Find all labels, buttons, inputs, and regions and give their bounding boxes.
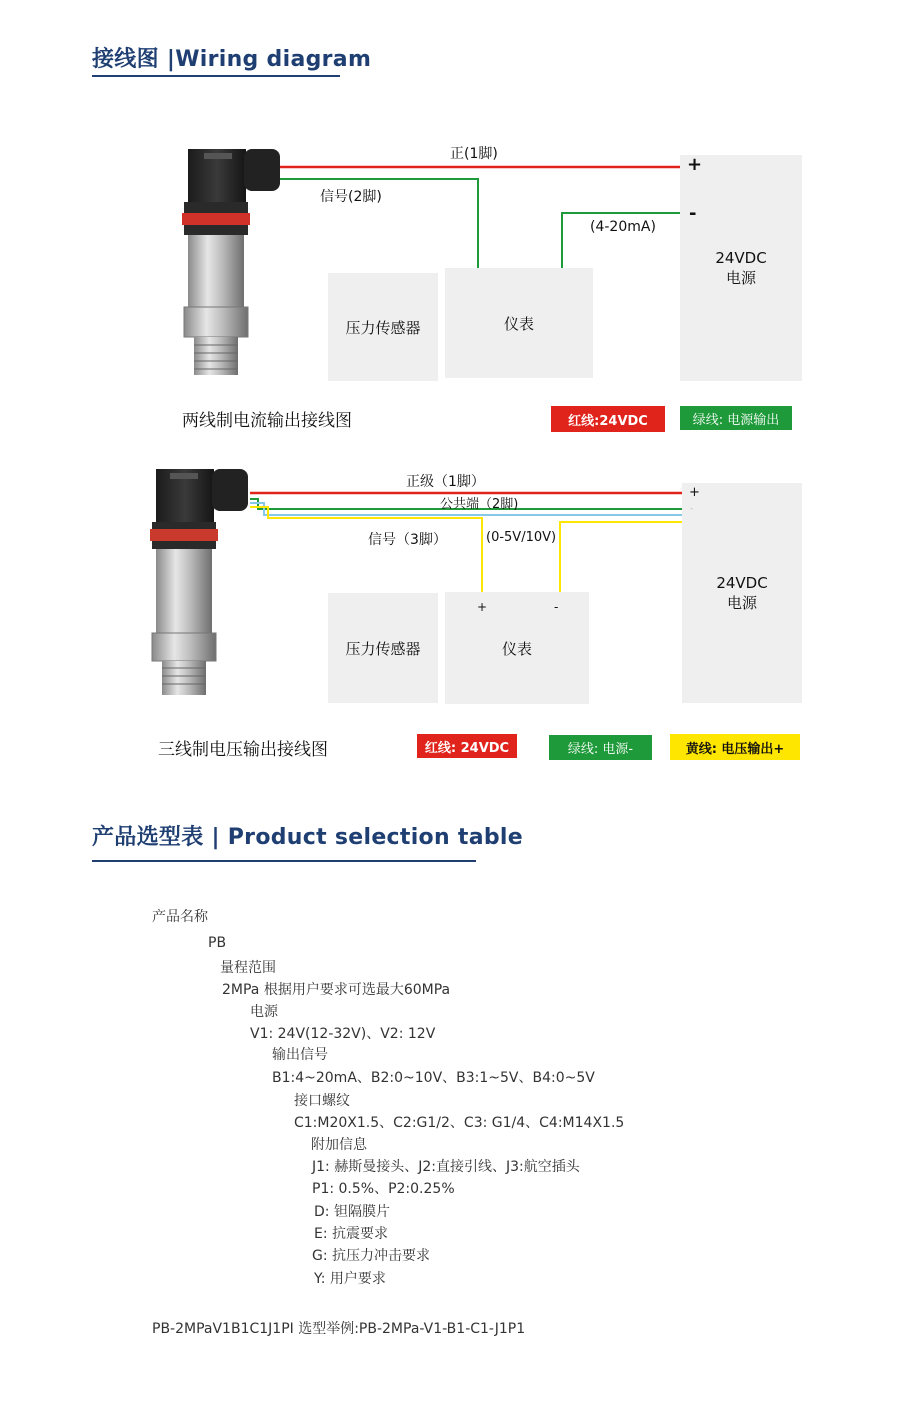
three-wire-caption: 三线制电压输出接线图 [158, 740, 328, 760]
three-wire-legend-yellow: 黄线: 电压输出+ [670, 734, 800, 760]
selection-line-thread: 接口螺纹 [294, 1093, 350, 1109]
selection-section-title: 产品选型表 | Product selection table [92, 825, 523, 850]
two-wire-signal-pin-label: 信号(2脚) [320, 189, 382, 205]
selection-line-extra: 附加信息 [311, 1137, 367, 1153]
three-wire-signal-pin-label: 信号（3脚） [368, 532, 447, 548]
selection-line-extra-d: D: 钽隔膜片 [314, 1204, 390, 1220]
two-wire-positive-pin-label: 正(1脚) [450, 146, 498, 162]
three-wire-power-box [682, 483, 802, 703]
three-wire-meter-plus: + [477, 600, 488, 614]
selection-line-range: 量程范围 [220, 960, 276, 976]
selection-line-extra-e: E: 抗震要求 [314, 1226, 389, 1242]
two-wire-sensor-box [328, 273, 438, 381]
two-wire-meter-box [445, 268, 593, 378]
pressure-transmitter-image-1 [182, 149, 280, 375]
two-wire-legend-green: 绿线: 电源输出 [680, 406, 792, 430]
three-wire-plus-terminal: + [689, 485, 700, 500]
three-wire-meter-label: 仪表 [501, 639, 532, 658]
wiring-section-title: 接线图 |Wiring diagram [92, 47, 372, 72]
selection-line-power: 电源 [250, 1004, 278, 1020]
three-wire-sensor-box [328, 593, 438, 703]
three-wire-sensor-label: 压力传感器 [345, 639, 421, 658]
three-wire-meter-box [445, 592, 589, 704]
selection-example: PB-2MPaV1B1C1J1PI 选型举例:PB-2MPa-V1-B1-C1-J1P1 [152, 1321, 526, 1337]
selection-line-output-value: B1:4~20mA、B2:0~10V、B3:1~5V、B4:0~5V [272, 1070, 595, 1086]
three-wire-positive-pin-label: 正级（1脚） [406, 474, 485, 490]
three-wire-power-voltage: 24VDC [716, 573, 768, 592]
selection-line-pb: PB [208, 935, 227, 951]
two-wire-meter-label: 仪表 [503, 314, 534, 333]
selection-line-extra-p: P1: 0.5%、P2:0.25% [312, 1181, 455, 1197]
two-wire-caption: 两线制电流输出接线图 [182, 411, 352, 431]
pressure-transmitter-image-2 [150, 469, 248, 695]
two-wire-minus-terminal: - [689, 203, 697, 224]
three-wire-legend-red: 红线: 24VDC [417, 734, 517, 758]
selection-line-output: 输出信号 [272, 1047, 328, 1063]
two-wire-legend-red: 红线:24VDC [551, 406, 665, 432]
selection-line-extra-y: Y: 用户要求 [314, 1271, 386, 1287]
selection-line-product-name: 产品名称 [152, 909, 208, 925]
selection-title-underline [92, 860, 476, 862]
three-wire-minus-terminal: - [690, 504, 694, 514]
selection-line-extra-j: J1: 赫斯曼接头、J2:直接引线、J3:航空插头 [312, 1159, 580, 1175]
selection-line-thread-value: C1:M20X1.5、C2:G1/2、C3: G1/4、C4:M14X1.5 [294, 1115, 625, 1131]
selection-line-power-value: V1: 24V(12-32V)、V2: 12V [250, 1026, 436, 1042]
three-wire-meter-minus: - [554, 600, 559, 614]
three-wire-common-pin-label: 公共端（2脚) [440, 497, 519, 512]
selection-line-extra-g: G: 抗压力冲击要求 [312, 1248, 431, 1264]
three-wire-power-label: 电源 [726, 593, 757, 612]
two-wire-current-label: (4-20mA) [590, 219, 656, 235]
three-wire-legend-green: 绿线: 电源- [549, 735, 652, 760]
two-wire-plus-terminal: + [687, 154, 703, 175]
selection-line-range-value: 2MPa 根据用户要求可选最大60MPa [222, 982, 451, 998]
two-wire-power-box [680, 155, 802, 381]
three-wire-voltage-label: (0-5V/10V) [486, 530, 557, 545]
two-wire-sensor-label: 压力传感器 [345, 318, 421, 337]
two-wire-power-voltage: 24VDC [715, 248, 767, 267]
two-wire-power-label: 电源 [725, 268, 756, 287]
